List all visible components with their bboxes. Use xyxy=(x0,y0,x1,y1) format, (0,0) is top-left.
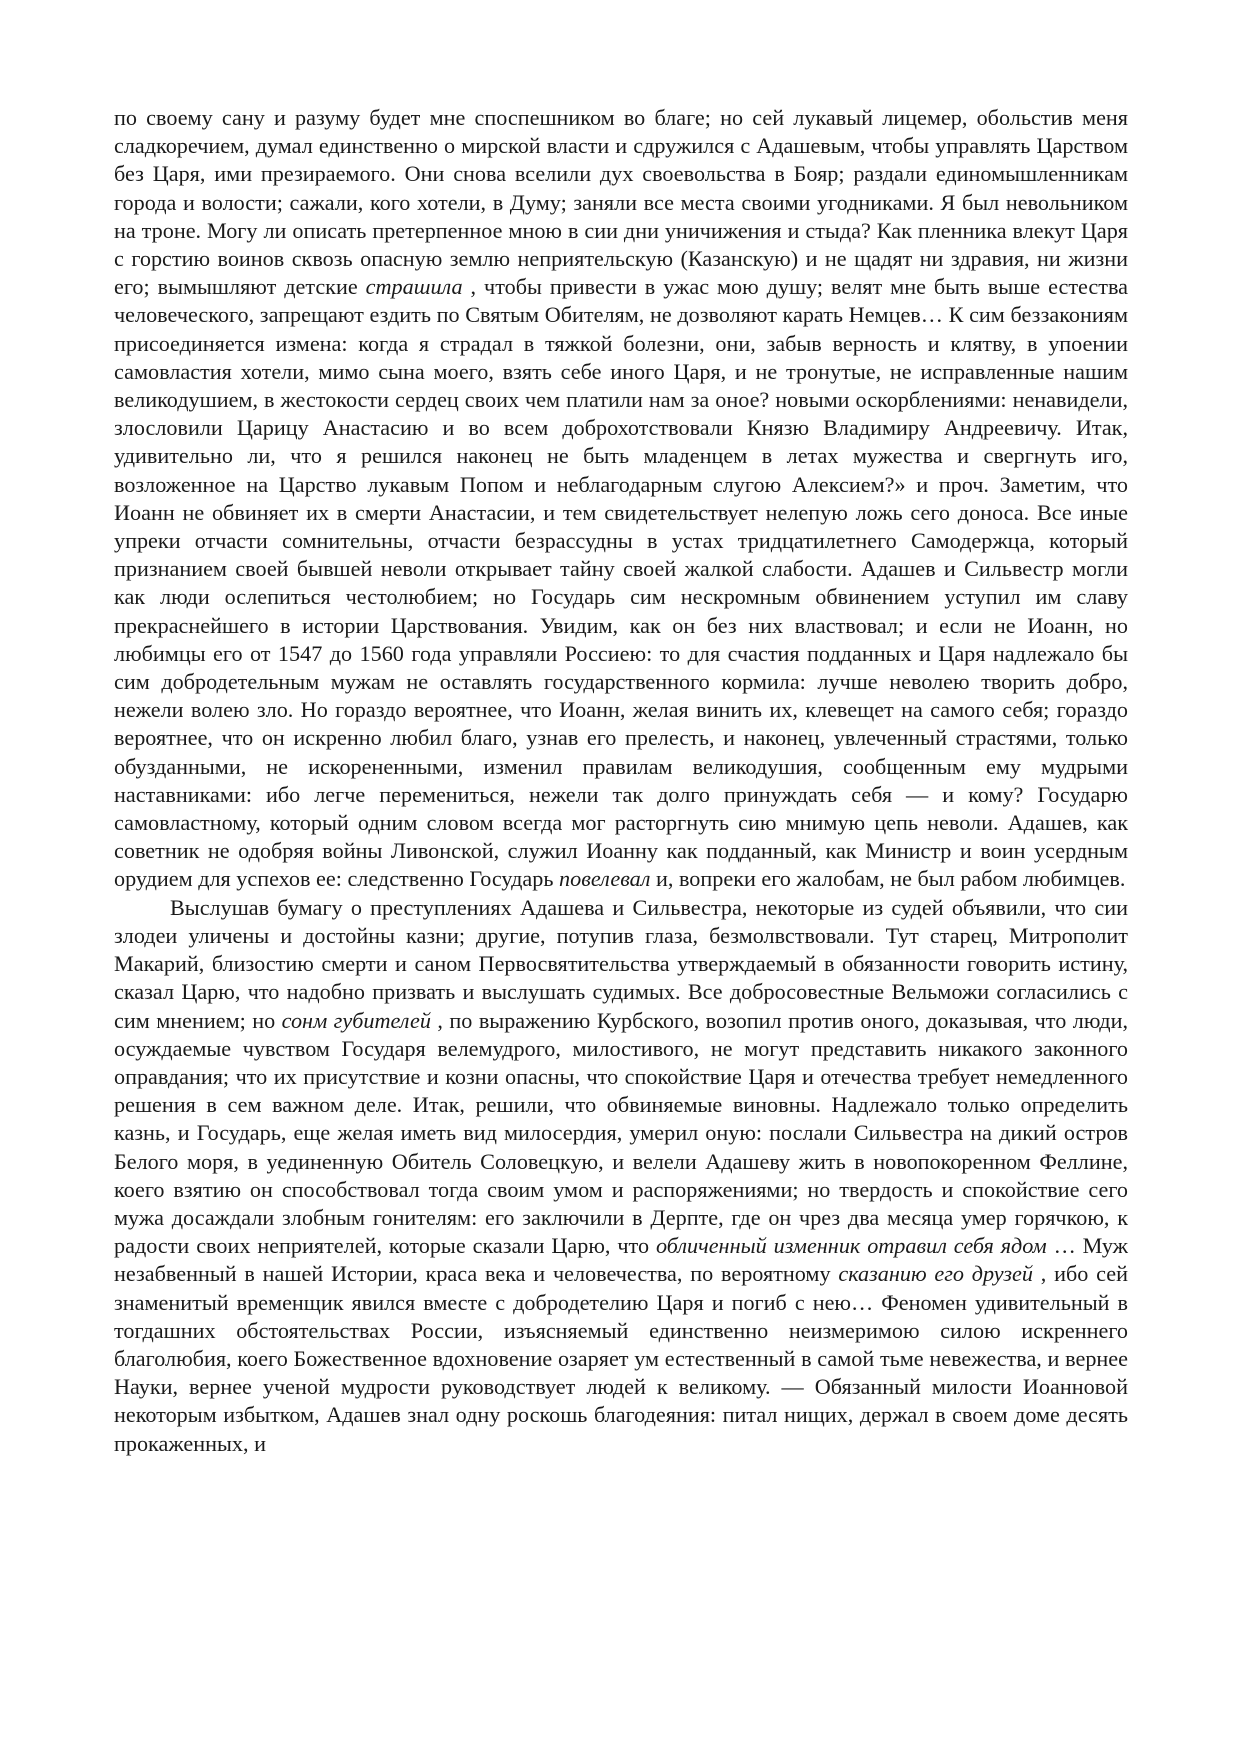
text-run: … Муж незабвенный в нашей Истории, краса века и человечества, по вероятному xyxy=(114,1233,1128,1287)
italic-run: сонм губителей xyxy=(281,1007,431,1033)
italic-run: обличенный изменник отравил себя ядом xyxy=(655,1233,1047,1259)
text-run: , по выражению Курбского, возопил против оного, доказывая, что люди, осуждаемые чувством Государя велемудрого, милостивого, не могут представить никакого законного оправдания; что их присутствие и козни опасны, что спокойствие Царя и отечества требует немедленного решения в сем важном деле. Итак, решили, что обвиняемые виновны. Надлежало только определить казнь, и Государь, еще желая иметь вид милосердия, умерил оную: послали Сильвестра на дикий остров Белого моря, в уединенную Обитель Соловецкую, и велели Адашеву жить в новопокоренном Феллине, коего взятию он способствовал тогда своим умом и распоряжениями; но твердость и спокойствие сего мужа досаждали злобным гонителям: его заключили в Дерпте, где он чрез два месяца умер горячкою, к радости своих неприятелей, которые сказали Царю, что xyxy=(114,1007,1128,1259)
italic-run: повелевал xyxy=(559,866,651,892)
text-run: Выслушав бумагу о преступлениях Адашева и Сильвестра, некоторые из судей объявили, что сии злодеи уличены и достойны казни; другие, потупив глаза, безмолвствовали. Тут старец, Митрополит Макарий, близостию смерти и саном Первосвятительства утверждаемый в обязанности говорить истину, сказал Царю, что надобно призвать и выслушать судимых. Все добросовестные Вельможи согласились с сим мнением; но xyxy=(114,894,1128,1033)
text-run: , чтобы привести в ужас мою душу; велят мне быть выше естества человеческого, запрещают ездить по Святым Обителям, не дозволяют карать Немцев… К сим беззакониям присоединяется измена: когда я страдал в тяжкой болезни, они, забыв верность и клятву, в упоении самовластия хотели, мимо сына моего, взять себе иного Царя, и не тронутые, не исправленные нашим великодушием, в жестокости сердец своих чем платили нам за оное? новыми оскорблениями: ненавидели, злословили Царицу Анастасию и во всем доброхотствовали Князю Владимиру Андреевичу. Итак, удивительно ли, что я решился наконец не быть младенцем в летах мужества и свергнуть иго, возложенное на Царство лукавым Попом и неблагодарным слугою Алексием?» и проч. Заметим, что Иоанн не обвиняет их в смерти Анастасии, и тем свидетельствует нелепую ложь сего доноса. Все иные упреки отчасти сомнительны, отчасти безрассудны в устах тридцатилетнего Самодержца, который признанием своей бывшей неволи открывает тайну своей жалкой слабости. Адашев и Сильвестр могли как люди ослепиться честолюбием; но Государь сим нескромным обвинением уступил им славу прекраснейшего в истории Царствования. Увидим, как он без них властвовал; и если не Иоанн, но любимцы его от 1547 до 1560 года управляли Россиею: то для счастия подданных и Царя надлежало бы сим добродетельным мужам не оставлять государственного кормила: лучше неволею творить добро, нежели волею зло. Но гораздо вероятнее, что Иоанн, желая винить их, клевещет на самого себя; гораздо вероятнее, что он искренно любил благо, узнав его прелесть, и наконец, увлеченный страстями, только обузданными, не искорененными, изменил правилам великодушия, сообщенным ему мудрыми наставниками: ибо легче перемениться, нежели так долго принуждать себя — и кому? Государю самовластному, который одним словом всегда мог расторгнуть сию мнимую цепь неволи. Адашев, как советник не одобряя войны Ливонской, служил Иоанну как подданный, как Министр и воин усердным орудием для успехов ее: следственно Государь xyxy=(114,274,1129,892)
paragraph-2 xyxy=(114,894,1128,1458)
document-page xyxy=(114,104,1128,1458)
italic-run: сказанию его друзей xyxy=(838,1261,1033,1287)
text-run: по своему сану и разуму будет мне споспешником во благе; но сей лукавый лицемер, обольстив меня сладкоречием, думал единственно о мирской власти и сдружился с Адашевым, чтобы управлять Царством без Царя, ими презираемого. Они снова вселили дух своевольства в Бояр; раздали единомышленникам города и волости; сажали, кого хотели, в Думу; заняли все места своими угодниками. Я был невольником на троне. Могу ли описать претерпенное мною в сии дни уничижения и стыда? Как пленника влекут Царя с горстию воинов сквозь опасную землю неприятельскую (Казанскую) и не щадят ни здравия, ни жизни его; вымышляют детские xyxy=(114,105,1128,300)
text-run: , ибо сей знаменитый временщик явился вместе с добродетелию Царя и погиб с нею… Феномен удивительный в тогдашних обстоятельствах России, изъясняемый единственно неизмеримою силою искреннего благолюбия, коего Божественное вдохновение озаряет ум естественный в самой тьме невежества, и вернее Науки, вернее ученой мудрости руководствует людей к великому. — Обязанный милости Иоанновой некоторым избытком, Адашев знал одну роскошь благодеяния: питал нищих, держал в своем доме десять прокаженных, и xyxy=(114,1261,1128,1456)
paragraph-1 xyxy=(114,104,1128,894)
italic-run: страшила xyxy=(365,274,463,300)
text-run: и, вопреки его жалобам, не был рабом любимцев. xyxy=(650,866,1126,892)
